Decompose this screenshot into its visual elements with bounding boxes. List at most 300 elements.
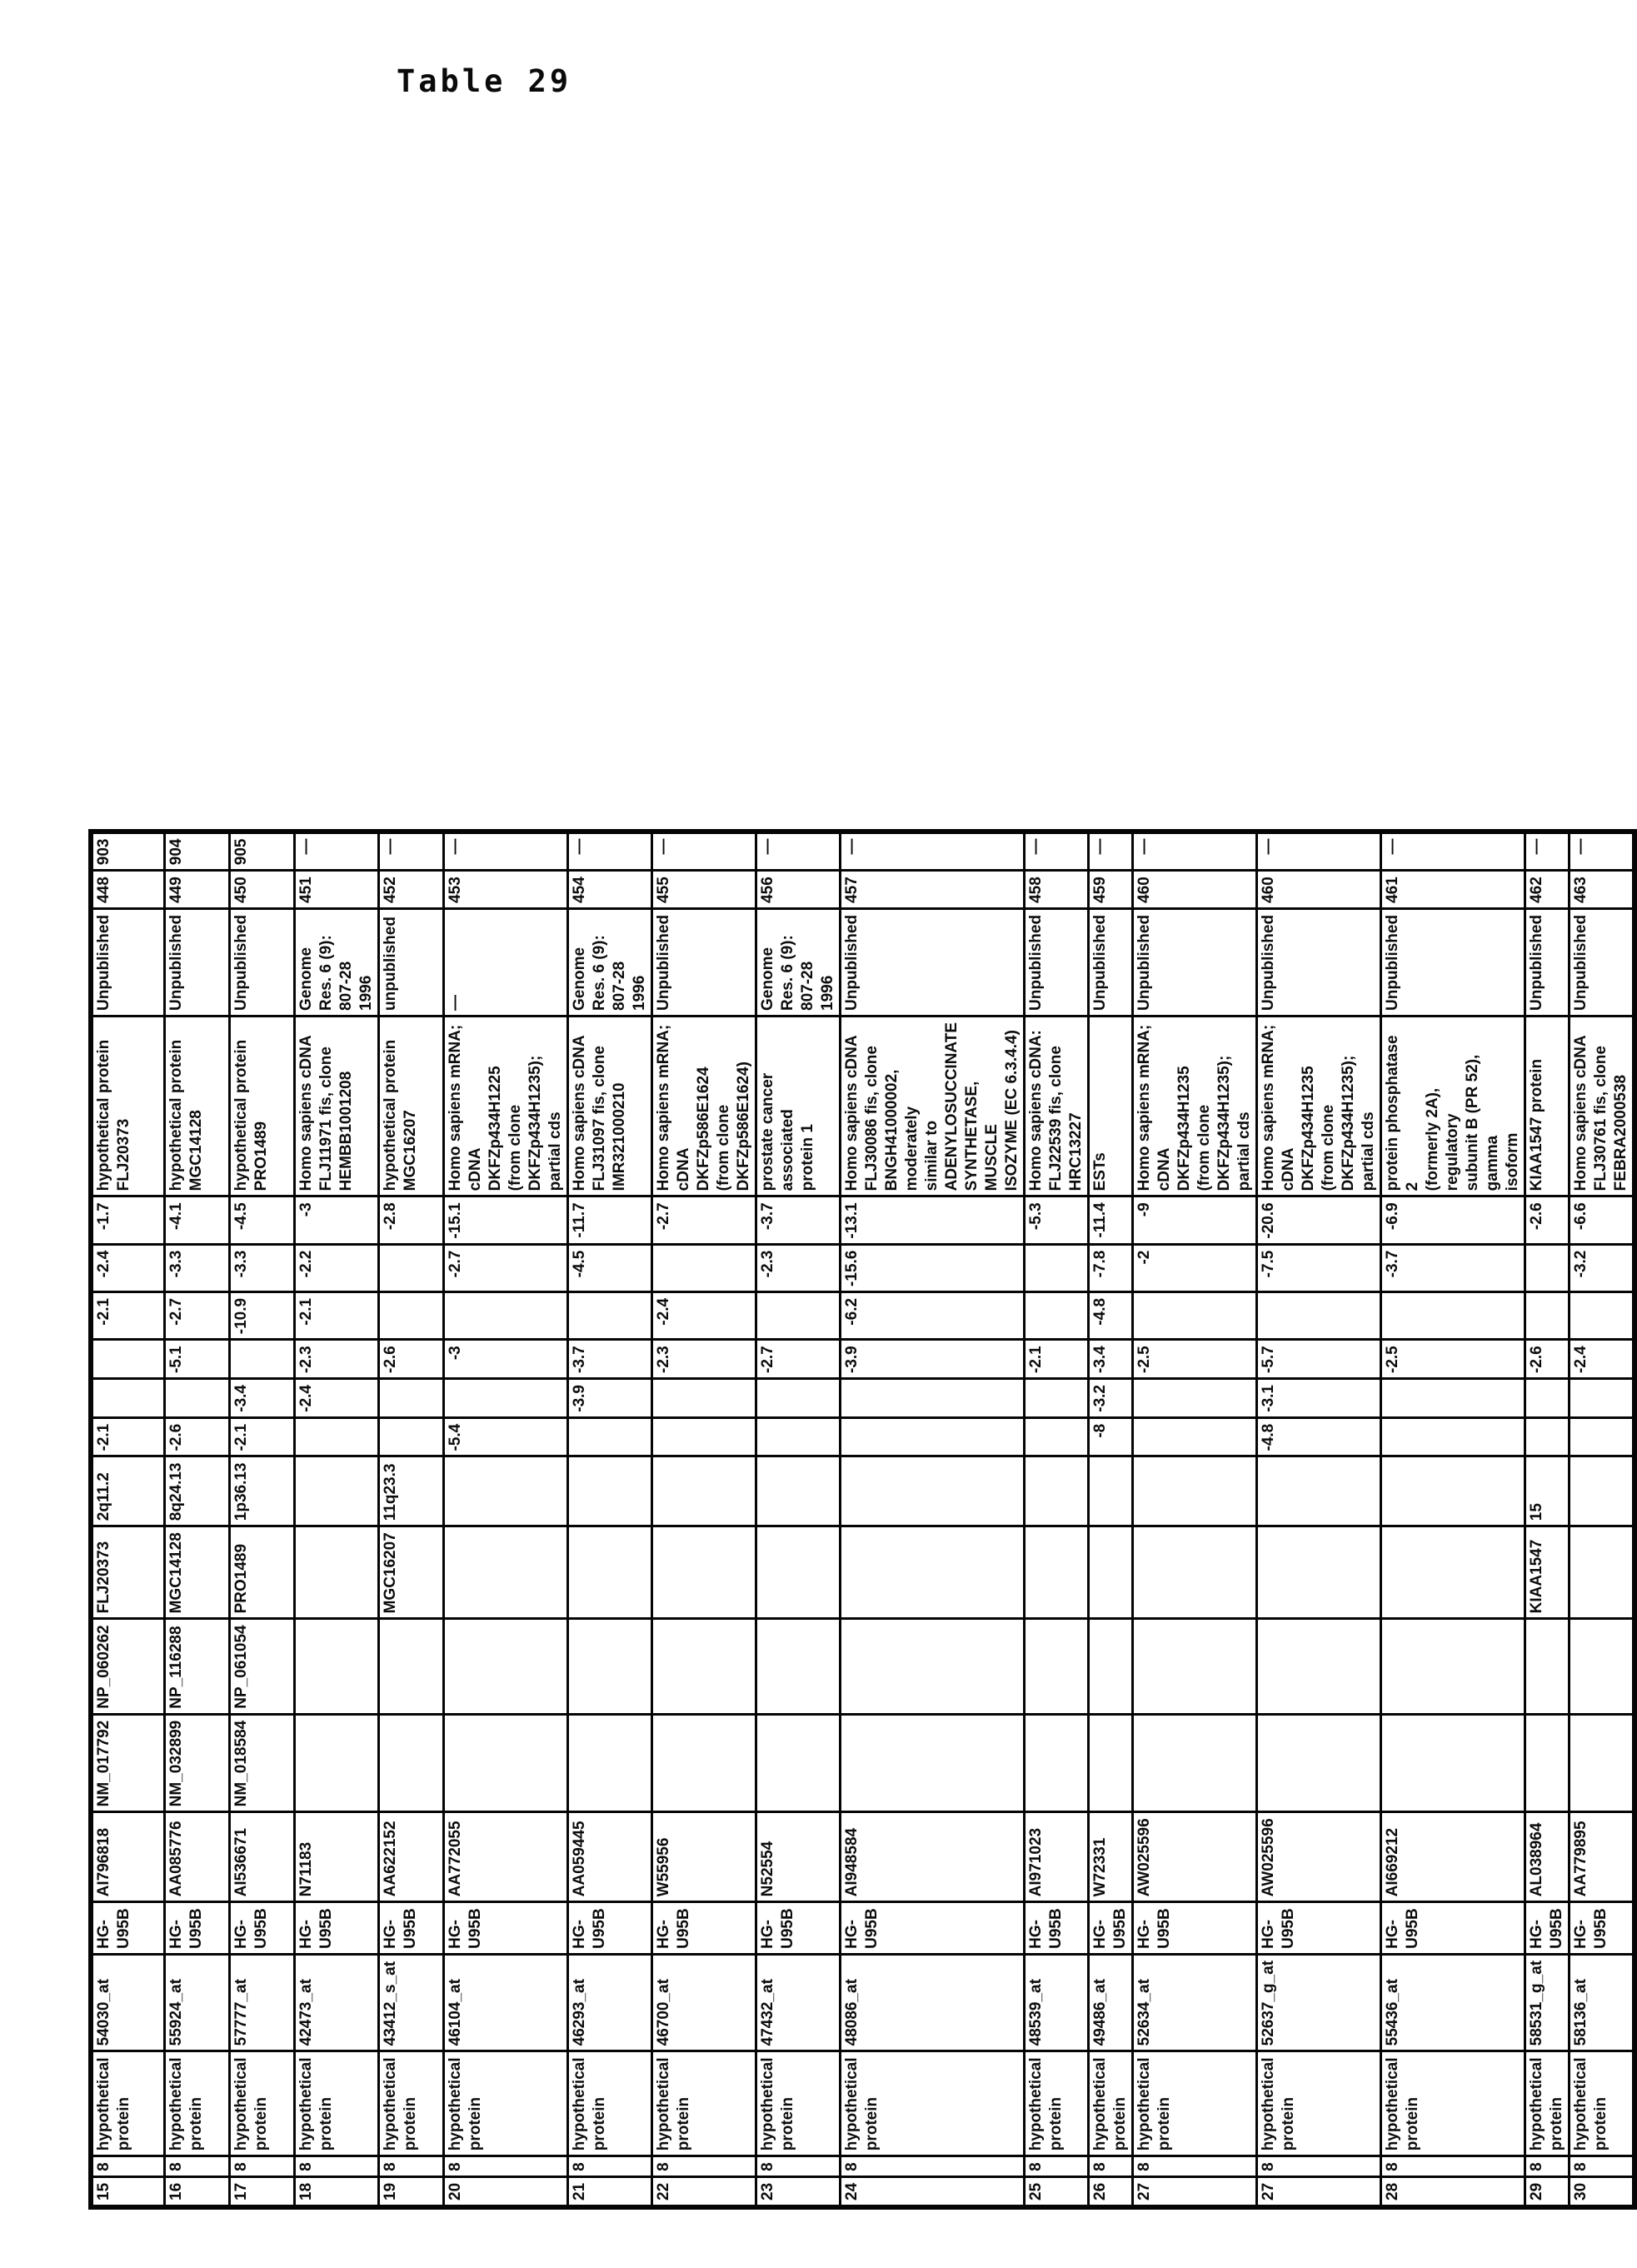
cell-description: ESTs: [1088, 1016, 1132, 1196]
cell-value-col-3: -2.7: [756, 1340, 840, 1379]
cell-chip-type: HG-U95B: [378, 1902, 443, 1955]
cell-value-col-6: -4.1: [164, 1196, 229, 1244]
cell-value-col-5: -3.3: [164, 1244, 229, 1291]
rotated-table-container: [88, 829, 1637, 2210]
cell-genbank-accession: W72331: [1088, 1812, 1132, 1902]
cell-gene-title: hypothetical protein: [229, 2051, 294, 2156]
cell-value-col-6: -15.1: [443, 1196, 567, 1244]
cell-refseq-np-id: [443, 1619, 567, 1714]
cell-chip-type: HG-U95B: [229, 1902, 294, 1955]
table-row: [1525, 832, 1569, 2207]
cell-refseq-np-id: [1525, 1619, 1569, 1714]
cell-chip-type: HG-U95B: [1132, 1902, 1256, 1955]
cell-cytoband: [1256, 1456, 1380, 1526]
cell-gene-symbol: MGC14128: [164, 1526, 229, 1619]
cell-value-col-2: -2.4: [294, 1379, 378, 1418]
cell-row-number: 23: [756, 2176, 840, 2207]
cell-value-col-6: -4.5: [229, 1196, 294, 1244]
cell-probe-set-id: 58136_at: [1569, 1954, 1635, 2051]
cell-value-col-4: -4.8: [1088, 1291, 1132, 1339]
cell-probe-set-id: 48539_at: [1024, 1954, 1088, 2051]
cell-value-col-6: -2.7: [651, 1196, 756, 1244]
cell-value-col-1: -2.1: [229, 1417, 294, 1456]
cell-gene-symbol: [443, 1526, 567, 1619]
cell-seq-id-protein: —: [840, 832, 1024, 871]
cell-refseq-np-id: [378, 1619, 443, 1714]
cell-description: prostate cancer associated protein 1: [756, 1016, 840, 1196]
cell-value-col-5: -3.3: [229, 1244, 294, 1291]
cell-reference: Unpublished: [1132, 908, 1256, 1016]
cell-gene-title: hypothetical protein: [651, 2051, 756, 2156]
cell-row-number: 27: [1256, 2176, 1380, 2207]
cell-value-col-6: -2.8: [378, 1196, 443, 1244]
cell-gene-symbol: KIAA1547: [1525, 1526, 1569, 1619]
cell-refseq-np-id: [756, 1619, 840, 1714]
cell-seq-id-dna: 452: [378, 871, 443, 909]
cell-genbank-accession: AA779895: [1569, 1812, 1635, 1902]
cell-gene-symbol: [756, 1526, 840, 1619]
cell-refseq-nm-id: [1024, 1714, 1088, 1812]
cell-row-number: 22: [651, 2176, 756, 2207]
cell-seq-id-dna: 460: [1132, 871, 1256, 909]
cell-cluster-number: 8: [1525, 2156, 1569, 2177]
cell-cluster-number: 8: [443, 2156, 567, 2177]
cell-value-col-1: [756, 1417, 840, 1456]
cell-reference: —: [443, 908, 567, 1016]
cell-value-col-3: -2.3: [294, 1340, 378, 1379]
cell-seq-id-protein: —: [1380, 832, 1525, 871]
cell-value-col-5: [378, 1244, 443, 1291]
cell-refseq-nm-id: [1380, 1714, 1525, 1812]
cell-cluster-number: 8: [1024, 2156, 1088, 2177]
cell-value-col-3: -3.4: [1088, 1340, 1132, 1379]
cell-cytoband: [1024, 1456, 1088, 1526]
cell-genbank-accession: AL038964: [1525, 1812, 1569, 1902]
cell-gene-symbol: [651, 1526, 756, 1619]
cell-probe-set-id: 52634_at: [1132, 1954, 1256, 2051]
cell-genbank-accession: AA622152: [378, 1812, 443, 1902]
cell-value-col-5: -2.2: [294, 1244, 378, 1291]
cell-value-col-5: -7.5: [1256, 1244, 1380, 1291]
cell-value-col-1: [1380, 1417, 1525, 1456]
cell-refseq-nm-id: NM_032899: [164, 1714, 229, 1812]
cell-value-col-2: [91, 1379, 164, 1418]
table-row: [1256, 832, 1380, 2207]
cell-cytoband: [1569, 1456, 1635, 1526]
cell-value-col-1: [1132, 1417, 1256, 1456]
cell-value-col-5: -3.2: [1569, 1244, 1635, 1291]
cell-value-col-1: -4.8: [1256, 1417, 1380, 1456]
cell-genbank-accession: AW025596: [1132, 1812, 1256, 1902]
cell-value-col-5: -2.3: [756, 1244, 840, 1291]
cell-seq-id-dna: 455: [651, 871, 756, 909]
cell-row-number: 26: [1088, 2176, 1132, 2207]
cell-description: Homo sapiens cDNA FLJ30761 fis, clone FEBRA2000538: [1569, 1016, 1635, 1196]
cell-refseq-nm-id: [567, 1714, 651, 1812]
cell-refseq-np-id: NP_116288: [164, 1619, 229, 1714]
cell-value-col-4: [756, 1291, 840, 1339]
table-row: [1380, 832, 1525, 2207]
cell-row-number: 29: [1525, 2176, 1569, 2207]
table-row: [756, 832, 840, 2207]
cell-probe-set-id: 46700_at: [651, 1954, 756, 2051]
cell-genbank-accession: AA772055: [443, 1812, 567, 1902]
table-row: [651, 832, 756, 2207]
table-row: [567, 832, 651, 2207]
cell-refseq-nm-id: [1132, 1714, 1256, 1812]
cell-reference: Unpublished: [164, 908, 229, 1016]
cell-seq-id-protein: —: [443, 832, 567, 871]
cell-value-col-4: [1525, 1291, 1569, 1339]
cell-value-col-2: -3.4: [229, 1379, 294, 1418]
cell-gene-title: hypothetical protein: [756, 2051, 840, 2156]
cell-value-col-1: [1024, 1417, 1088, 1456]
cell-seq-id-protein: —: [756, 832, 840, 871]
cell-chip-type: HG-U95B: [443, 1902, 567, 1955]
cell-refseq-np-id: [1256, 1619, 1380, 1714]
cell-refseq-np-id: [1024, 1619, 1088, 1714]
cell-seq-id-dna: 450: [229, 871, 294, 909]
cell-gene-title: hypothetical protein: [378, 2051, 443, 2156]
cell-chip-type: HG-U95B: [1256, 1902, 1380, 1955]
cell-reference: Unpublished: [91, 908, 164, 1016]
cell-seq-id-protein: —: [651, 832, 756, 871]
cell-row-number: 20: [443, 2176, 567, 2207]
cell-gene-symbol: MGC16207: [378, 1526, 443, 1619]
cell-description: Homo sapiens mRNA; cDNA DKFZp586E1624 (from clone DKFZp586E1624): [651, 1016, 756, 1196]
cell-cluster-number: 8: [1132, 2156, 1256, 2177]
cell-gene-symbol: [1132, 1526, 1256, 1619]
cell-refseq-np-id: [1569, 1619, 1635, 1714]
cell-value-col-2: -3.9: [567, 1379, 651, 1418]
cell-value-col-6: -3: [294, 1196, 378, 1244]
cell-genbank-accession: AA059445: [567, 1812, 651, 1902]
cell-value-col-3: [91, 1340, 164, 1379]
cell-value-col-3: -5.1: [164, 1340, 229, 1379]
cell-genbank-accession: W55956: [651, 1812, 756, 1902]
cell-refseq-np-id: NP_061054: [229, 1619, 294, 1714]
cell-value-col-1: [567, 1417, 651, 1456]
cell-value-col-2: -3.2: [1088, 1379, 1132, 1418]
cell-value-col-6: -6.6: [1569, 1196, 1635, 1244]
cell-refseq-np-id: [1132, 1619, 1256, 1714]
cell-probe-set-id: 42473_at: [294, 1954, 378, 2051]
cell-cluster-number: 8: [378, 2156, 443, 2177]
cell-description: Homo sapiens mRNA; cDNA DKFZp434H1225 (from clone DKFZp434H1235); partial cds: [443, 1016, 567, 1196]
cell-value-col-6: -6.9: [1380, 1196, 1525, 1244]
cell-value-col-5: [651, 1244, 756, 1291]
cell-value-col-1: -5.4: [443, 1417, 567, 1456]
cell-value-col-1: [1525, 1417, 1569, 1456]
cell-refseq-nm-id: [756, 1714, 840, 1812]
data-table: [88, 829, 1637, 2210]
cell-value-col-1: -8: [1088, 1417, 1132, 1456]
cell-value-col-3: -2.6: [378, 1340, 443, 1379]
cell-reference: Unpublished: [840, 908, 1024, 1016]
cell-value-col-1: [294, 1417, 378, 1456]
cell-description: Homo sapiens cDNA FLJ11971 fis, clone HEMBB1001208: [294, 1016, 378, 1196]
cell-gene-title: hypothetical protein: [1024, 2051, 1088, 2156]
cell-row-number: 15: [91, 2176, 164, 2207]
cell-refseq-np-id: [567, 1619, 651, 1714]
cell-value-col-5: [1024, 1244, 1088, 1291]
cell-cytoband: 11q23.3: [378, 1456, 443, 1526]
cell-description: hypothetical protein FLJ20373: [91, 1016, 164, 1196]
cell-description: Homo sapiens cDNA FLJ31097 fis, clone IMR321000210: [567, 1016, 651, 1196]
cell-value-col-2: [840, 1379, 1024, 1418]
cell-cytoband: [443, 1456, 567, 1526]
cell-value-col-3: -3.7: [567, 1340, 651, 1379]
cell-value-col-5: -7.8: [1088, 1244, 1132, 1291]
cell-gene-symbol: FLJ20373: [91, 1526, 164, 1619]
table-row: [1132, 832, 1256, 2207]
cell-row-number: 28: [1380, 2176, 1525, 2207]
cell-probe-set-id: 46104_at: [443, 1954, 567, 2051]
cell-value-col-4: [443, 1291, 567, 1339]
cell-genbank-accession: AW025596: [1256, 1812, 1380, 1902]
cell-cytoband: [756, 1456, 840, 1526]
cell-description: protein phosphatase 2 (formerly 2A), regulatory subunit B (PR 52), gamma isoform: [1380, 1016, 1525, 1196]
cell-refseq-nm-id: [378, 1714, 443, 1812]
cell-value-col-2: [1380, 1379, 1525, 1418]
cell-value-col-4: -2.1: [91, 1291, 164, 1339]
cell-genbank-accession: AI796818: [91, 1812, 164, 1902]
cell-value-col-6: -1.7: [91, 1196, 164, 1244]
cell-seq-id-dna: 448: [91, 871, 164, 909]
cell-seq-id-protein: —: [1088, 832, 1132, 871]
cell-chip-type: HG-U95B: [294, 1902, 378, 1955]
cell-value-col-4: [567, 1291, 651, 1339]
cell-value-col-1: [378, 1417, 443, 1456]
cell-gene-title: hypothetical protein: [443, 2051, 567, 2156]
cell-seq-id-dna: 451: [294, 871, 378, 909]
cell-cluster-number: 8: [567, 2156, 651, 2177]
cell-probe-set-id: 57777_at: [229, 1954, 294, 2051]
cell-value-col-6: -3.7: [756, 1196, 840, 1244]
cell-refseq-nm-id: [651, 1714, 756, 1812]
cell-value-col-2: -3.1: [1256, 1379, 1380, 1418]
cell-row-number: 24: [840, 2176, 1024, 2207]
cell-row-number: 18: [294, 2176, 378, 2207]
cell-chip-type: HG-U95B: [1569, 1902, 1635, 1955]
cell-genbank-accession: N52554: [756, 1812, 840, 1902]
cell-refseq-np-id: [294, 1619, 378, 1714]
cell-reference: Unpublished: [651, 908, 756, 1016]
cell-value-col-5: [1525, 1244, 1569, 1291]
cell-probe-set-id: 52637_g_at: [1256, 1954, 1380, 2051]
cell-cytoband: [294, 1456, 378, 1526]
cell-chip-type: HG-U95B: [91, 1902, 164, 1955]
cell-value-col-4: [378, 1291, 443, 1339]
cell-value-col-3: -2.4: [1569, 1340, 1635, 1379]
cell-probe-set-id: 46293_at: [567, 1954, 651, 2051]
cell-refseq-nm-id: [1256, 1714, 1380, 1812]
cell-value-col-5: -2.7: [443, 1244, 567, 1291]
cell-gene-symbol: [840, 1526, 1024, 1619]
cell-seq-id-protein: —: [378, 832, 443, 871]
table-row: [229, 832, 294, 2207]
cell-row-number: 17: [229, 2176, 294, 2207]
cell-description: Homo sapiens mRNA; cDNA DKFZp434H1235 (from clone DKFZp434H1235); partial cds: [1256, 1016, 1380, 1196]
cell-seq-id-dna: 458: [1024, 871, 1088, 909]
cell-probe-set-id: 55436_at: [1380, 1954, 1525, 2051]
cell-description: Homo sapiens cDNA: FLJ22539 fis, clone HRC13227: [1024, 1016, 1088, 1196]
cell-probe-set-id: 43412_s_at: [378, 1954, 443, 2051]
cell-value-col-2: [1569, 1379, 1635, 1418]
cell-cytoband: [1132, 1456, 1256, 1526]
cell-cytoband: 2q11.2: [91, 1456, 164, 1526]
cell-cluster-number: 8: [1256, 2156, 1380, 2177]
cell-reference: Unpublished: [1024, 908, 1088, 1016]
cell-value-col-1: -2.6: [164, 1417, 229, 1456]
cell-description: hypothetical protein MGC14128: [164, 1016, 229, 1196]
cell-seq-id-dna: 460: [1256, 871, 1380, 909]
cell-refseq-np-id: [840, 1619, 1024, 1714]
cell-refseq-np-id: [1380, 1619, 1525, 1714]
cell-value-col-3: -2.3: [651, 1340, 756, 1379]
cell-refseq-nm-id: [840, 1714, 1024, 1812]
cell-cluster-number: 8: [1380, 2156, 1525, 2177]
cell-value-col-3: -2.1: [1024, 1340, 1088, 1379]
cell-chip-type: HG-U95B: [1088, 1902, 1132, 1955]
cell-gene-title: hypothetical protein: [1256, 2051, 1380, 2156]
cell-cytoband: [1380, 1456, 1525, 1526]
table-row: [91, 832, 164, 2207]
cell-seq-id-dna: 459: [1088, 871, 1132, 909]
cell-probe-set-id: 55924_at: [164, 1954, 229, 2051]
cell-gene-title: hypothetical protein: [1380, 2051, 1525, 2156]
cell-gene-symbol: PRO1489: [229, 1526, 294, 1619]
cell-gene-symbol: [1380, 1526, 1525, 1619]
cell-refseq-nm-id: [1088, 1714, 1132, 1812]
cell-value-col-3: -2.5: [1132, 1340, 1256, 1379]
cell-genbank-accession: AI669212: [1380, 1812, 1525, 1902]
cell-cluster-number: 8: [1569, 2156, 1635, 2177]
table-row: [378, 832, 443, 2207]
cell-value-col-6: -11.7: [567, 1196, 651, 1244]
cell-value-col-1: [1569, 1417, 1635, 1456]
cell-genbank-accession: AA085776: [164, 1812, 229, 1902]
cell-value-col-6: -20.6: [1256, 1196, 1380, 1244]
table-row: [443, 832, 567, 2207]
cell-probe-set-id: 48086_at: [840, 1954, 1024, 2051]
cell-value-col-3: [229, 1340, 294, 1379]
cell-seq-id-dna: 462: [1525, 871, 1569, 909]
cell-reference: Unpublished: [1256, 908, 1380, 1016]
cell-value-col-4: [1569, 1291, 1635, 1339]
cell-value-col-4: -6.2: [840, 1291, 1024, 1339]
cell-value-col-1: -2.1: [91, 1417, 164, 1456]
cell-value-col-4: -10.9: [229, 1291, 294, 1339]
cell-gene-title: hypothetical protein: [1088, 2051, 1132, 2156]
cell-genbank-accession: AI948584: [840, 1812, 1024, 1902]
cell-cluster-number: 8: [651, 2156, 756, 2177]
cell-cluster-number: 8: [1088, 2156, 1132, 2177]
cell-gene-symbol: [1569, 1526, 1635, 1619]
cell-value-col-6: -11.4: [1088, 1196, 1132, 1244]
cell-seq-id-dna: 454: [567, 871, 651, 909]
cell-value-col-2: [756, 1379, 840, 1418]
cell-reference: Unpublished: [1088, 908, 1132, 1016]
page-title: Table 29: [397, 63, 572, 99]
cell-value-col-6: -13.1: [840, 1196, 1024, 1244]
cell-value-col-6: -2.6: [1525, 1196, 1569, 1244]
cell-value-col-6: -5.3: [1024, 1196, 1088, 1244]
cell-value-col-2: [1525, 1379, 1569, 1418]
cell-seq-id-protein: —: [1569, 832, 1635, 871]
cell-seq-id-protein: 905: [229, 832, 294, 871]
cell-reference: Genome Res. 6 (9): 807-28 1996: [567, 908, 651, 1016]
cell-seq-id-protein: —: [294, 832, 378, 871]
cell-reference: Genome Res. 6 (9): 807-28 1996: [756, 908, 840, 1016]
cell-cytoband: [651, 1456, 756, 1526]
cell-seq-id-dna: 456: [756, 871, 840, 909]
cell-cytoband: [1088, 1456, 1132, 1526]
cell-probe-set-id: 49486_at: [1088, 1954, 1132, 2051]
cell-seq-id-dna: 463: [1569, 871, 1635, 909]
cell-gene-title: hypothetical protein: [294, 2051, 378, 2156]
cell-chip-type: HG-U95B: [840, 1902, 1024, 1955]
table-row: [1569, 832, 1635, 2207]
cell-value-col-4: [1256, 1291, 1380, 1339]
cell-value-col-3: -3.9: [840, 1340, 1024, 1379]
cell-gene-title: hypothetical protein: [1525, 2051, 1569, 2156]
cell-gene-title: hypothetical protein: [1569, 2051, 1635, 2156]
cell-description: KIAA1547 protein: [1525, 1016, 1569, 1196]
cell-gene-title: hypothetical protein: [1132, 2051, 1256, 2156]
cell-cluster-number: 8: [164, 2156, 229, 2177]
cell-cytoband: 8q24.13: [164, 1456, 229, 1526]
cell-refseq-nm-id: [294, 1714, 378, 1812]
cell-value-col-4: -2.1: [294, 1291, 378, 1339]
cell-value-col-5: -2.4: [91, 1244, 164, 1291]
cell-gene-symbol: [567, 1526, 651, 1619]
cell-value-col-6: -9: [1132, 1196, 1256, 1244]
table-row: [840, 832, 1024, 2207]
cell-value-col-2: [1132, 1379, 1256, 1418]
cell-value-col-1: [840, 1417, 1024, 1456]
cell-gene-symbol: [1024, 1526, 1088, 1619]
cell-reference: Unpublished: [1525, 908, 1569, 1016]
cell-reference: Genome Res. 6 (9): 807-28 1996: [294, 908, 378, 1016]
cell-seq-id-protein: —: [1132, 832, 1256, 871]
table-row: [1024, 832, 1088, 2207]
cell-value-col-5: -3.7: [1380, 1244, 1525, 1291]
cell-value-col-2: [1024, 1379, 1088, 1418]
cell-value-col-2: [443, 1379, 567, 1418]
cell-cluster-number: 8: [91, 2156, 164, 2177]
cell-reference: unpublished: [378, 908, 443, 1016]
cell-cluster-number: 8: [840, 2156, 1024, 2177]
cell-value-col-2: [378, 1379, 443, 1418]
cell-seq-id-dna: 457: [840, 871, 1024, 909]
cell-chip-type: HG-U95B: [164, 1902, 229, 1955]
cell-description: Homo sapiens cDNA FLJ30086 fis, clone BNGH41000002, moderately similar to ADENYLOSUCCINATE SYNTHETASE, MUSCLE ISOZYME (EC 6.3.4.4): [840, 1016, 1024, 1196]
cell-seq-id-protein: —: [567, 832, 651, 871]
cell-description: hypothetical protein PRO1489: [229, 1016, 294, 1196]
cell-value-col-5: -2: [1132, 1244, 1256, 1291]
cell-value-col-1: [651, 1417, 756, 1456]
cell-gene-symbol: [1088, 1526, 1132, 1619]
cell-row-number: 19: [378, 2176, 443, 2207]
cell-chip-type: HG-U95B: [1024, 1902, 1088, 1955]
cell-genbank-accession: N71183: [294, 1812, 378, 1902]
cell-cluster-number: 8: [756, 2156, 840, 2177]
cell-cluster-number: 8: [229, 2156, 294, 2177]
table-row: [1088, 832, 1132, 2207]
cell-refseq-nm-id: [1525, 1714, 1569, 1812]
cell-chip-type: HG-U95B: [1525, 1902, 1569, 1955]
